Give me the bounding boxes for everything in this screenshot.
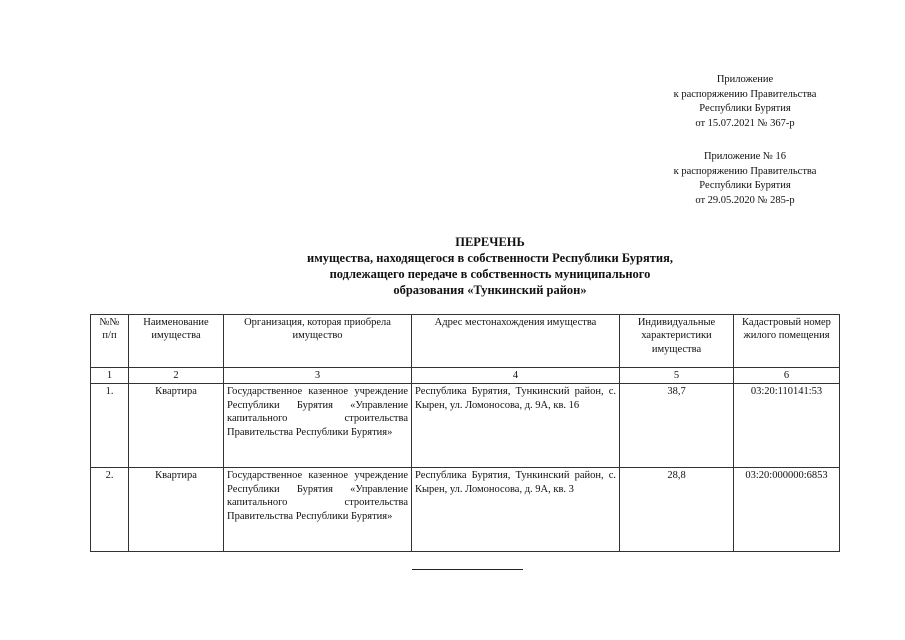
cell-property-name: Квартира	[129, 468, 224, 552]
column-number: 6	[734, 368, 840, 384]
cell-cadastral-number: 03:20:000000:6853	[734, 468, 840, 552]
header-characteristics: Индивидуальные характеристики имущества	[620, 315, 734, 368]
table-row	[91, 384, 840, 468]
title-line: подлежащего передаче в собственность муниципального	[329, 267, 651, 281]
appendix-republic: Республики Бурятия	[699, 180, 791, 191]
column-number: 2	[129, 368, 224, 384]
header-property-name: Наименование имущества	[129, 315, 224, 368]
cell-organization: Государственное казенное учреждение Республики Бурятия «Управление капитального строительства Правительства Республики Бурятия»	[224, 468, 412, 552]
header-address: Адрес местонахождения имущества	[412, 315, 620, 368]
cell-characteristics: 38,7	[620, 384, 734, 468]
cell-address: Республика Бурятия, Тункинский район, с. Кырен, ул. Ломоносова, д. 9А, кв. 3	[412, 468, 620, 552]
cell-organization: Государственное казенное учреждение Республики Бурятия «Управление капитального строительства Правительства Республики Бурятия»	[224, 384, 412, 468]
header-organization: Организация, которая приобрела имущество	[224, 315, 412, 368]
appendix-date-number: от 15.07.2021 № 367-р	[695, 117, 795, 129]
appendix-order-ref: к распоряжению Правительства	[673, 165, 817, 177]
table-header-row	[91, 315, 840, 368]
header-cadastral-number: Кадастровый номер жилого помещения	[734, 315, 840, 368]
end-separator-line	[412, 569, 523, 570]
appendix-republic: Республики Бурятия	[699, 103, 791, 114]
document-title	[180, 234, 800, 298]
header-number: №№ п/п	[91, 315, 129, 368]
cell-number: 2.	[91, 468, 129, 552]
cell-property-name: Квартира	[129, 384, 224, 468]
column-number: 4	[412, 368, 620, 384]
column-number: 1	[91, 368, 129, 384]
property-table	[90, 314, 840, 552]
table-row	[91, 468, 840, 552]
title-line: образования «Тункинский район»	[393, 283, 587, 297]
cell-characteristics: 28,8	[620, 468, 734, 552]
column-number: 5	[620, 368, 734, 384]
appendix-current-block	[640, 73, 850, 131]
title-line: имущества, находящегося в собственности Республики Бурятия,	[307, 251, 673, 265]
title-heading: ПЕРЕЧЕНЬ	[455, 235, 525, 249]
appendix-label: Приложение	[716, 74, 774, 85]
cell-address: Республика Бурятия, Тункинский район, с. Кырен, ул. Ломоносова, д. 9А, кв. 16	[412, 384, 620, 468]
cell-number: 1.	[91, 384, 129, 468]
appendix-previous-block	[640, 150, 850, 208]
cell-cadastral-number: 03:20:110141:53	[734, 384, 840, 468]
appendix-label: Приложение № 16	[703, 151, 787, 162]
column-number-row	[91, 368, 840, 384]
appendix-order-ref: к распоряжению Правительства	[673, 88, 817, 100]
column-number: 3	[224, 368, 412, 384]
appendix-date-number: от 29.05.2020 № 285-р	[695, 194, 795, 206]
